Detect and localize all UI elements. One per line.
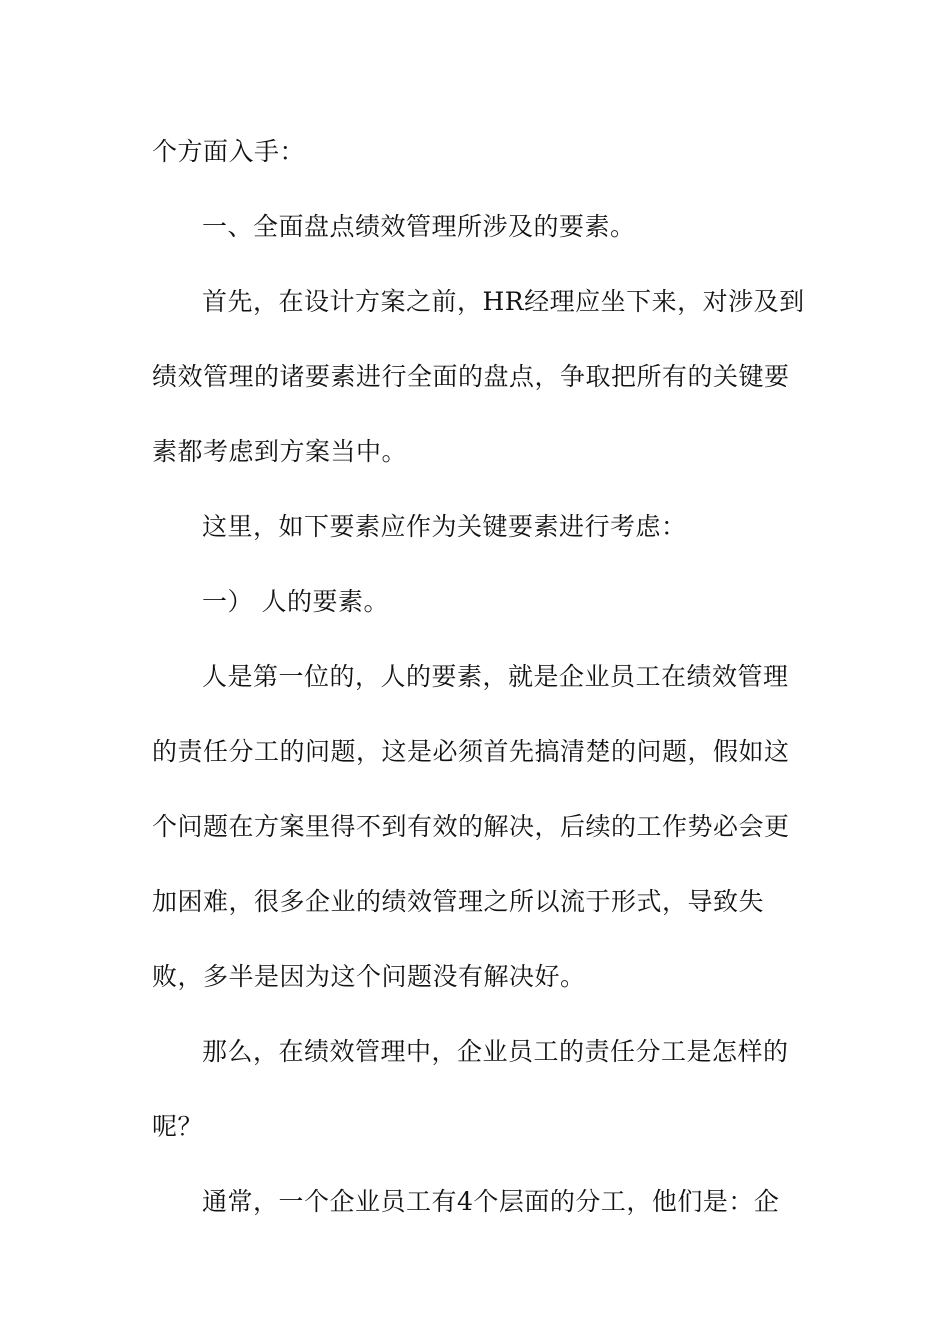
text-line: 这里，如下要素应作为关键要素进行考虑： [202, 512, 687, 541]
text-line: 一） 人的要素。 [202, 587, 389, 616]
text-line: 素都考虑到方案当中。 [152, 437, 408, 466]
text-line: 加困难，很多企业的绩效管理之所以流于形式，导致失 [152, 887, 765, 916]
text-line: 首先，在设计方案之前，HR经理应坐下来，对涉及到 [202, 287, 805, 316]
text-line: 那么，在绩效管理中，企业员工的责任分工是怎样的 [202, 1037, 789, 1066]
text-line: 呢？ [152, 1112, 204, 1141]
text-line: 的责任分工的问题，这是必须首先搞清楚的问题，假如这 [152, 737, 790, 766]
text-line: 人是第一位的，人的要素，就是企业员工在绩效管理 [202, 662, 789, 691]
text-line: 绩效管理的诸要素进行全面的盘点，争取把所有的关键要 [152, 362, 790, 391]
text-line: 个问题在方案里得不到有效的解决，后续的工作势必会更 [152, 812, 790, 841]
document-body [152, 127, 805, 1252]
text-line: 通常，一个企业员工有4个层面的分工，他们是：企 [202, 1187, 780, 1216]
text-line: 个方面入手： [152, 137, 306, 166]
text-line: 一、全面盘点绩效管理所涉及的要素。 [202, 212, 636, 241]
text-line: 败，多半是因为这个问题没有解决好。 [152, 962, 586, 991]
